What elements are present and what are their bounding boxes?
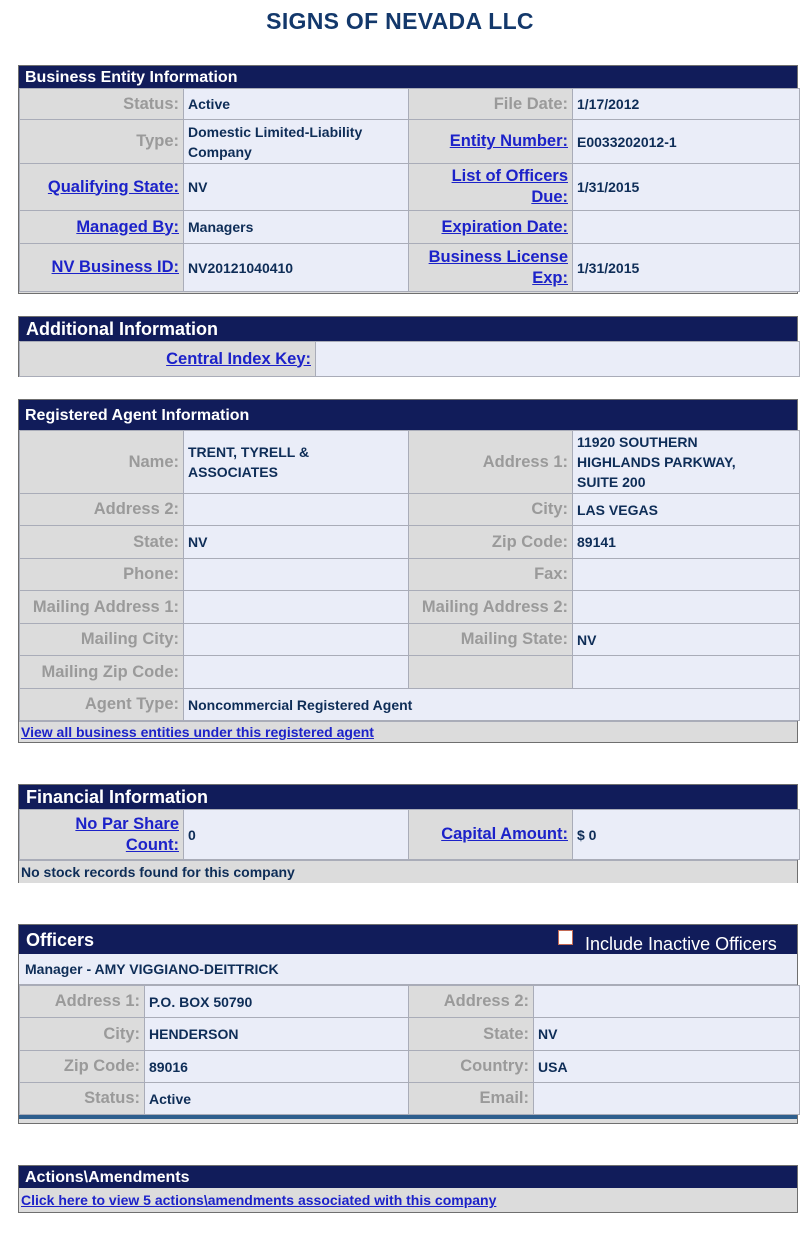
page-title: SIGNS OF NEVADA LLC <box>266 8 534 34</box>
mailing-state-value: NV <box>573 624 800 656</box>
mailing-state-label: Mailing State: <box>409 624 573 656</box>
agent-zip-value: 89141 <box>573 526 800 559</box>
entity-number-label-cell <box>409 120 573 164</box>
officers-header-label: Officers <box>26 930 95 950</box>
nv-business-id-link[interactable]: NV Business ID: <box>51 258 179 276</box>
central-index-key-link[interactable]: Central Index Key: <box>166 349 311 368</box>
agent-state-value: NV <box>184 526 409 559</box>
officer-table <box>19 985 800 1115</box>
empty-label-cell <box>409 656 573 689</box>
list-officers-value: 1/31/2015 <box>573 164 800 211</box>
include-inactive-checkbox[interactable] <box>558 930 573 945</box>
no-stock-text: No stock records found for this company <box>19 860 797 883</box>
view-actions-link[interactable]: Click here to view 5 actions\amendments associated with this company <box>21 1192 497 1208</box>
status-value: Active <box>184 89 409 120</box>
financial-table <box>19 809 800 860</box>
no-par-share-count-link[interactable] <box>75 815 179 854</box>
mailing-address1-value <box>184 591 409 624</box>
qualifying-state-value: NV <box>184 164 409 211</box>
no-par-line1: No Par Share <box>75 814 179 833</box>
agent-state-label: State: <box>20 526 184 559</box>
capital-amount-link[interactable]: Capital Amount: <box>441 825 568 843</box>
expiration-date-link[interactable]: Expiration Date: <box>441 217 568 236</box>
officer-zip-value: 89016 <box>145 1051 409 1083</box>
officer-zip-label: Zip Code: <box>20 1051 145 1083</box>
actions-header: Actions\Amendments <box>19 1166 797 1188</box>
agent-city-value: LAS VEGAS <box>573 494 800 526</box>
officers-panel <box>18 924 798 1124</box>
additional-info-panel <box>18 316 798 377</box>
officer-address1-value: P.O. BOX 50790 <box>145 986 409 1018</box>
list-officers-line2: Due: <box>531 188 568 206</box>
agent-address2-value <box>184 494 409 526</box>
officer-email-value <box>534 1083 800 1115</box>
view-all-row <box>19 721 797 742</box>
additional-info-table <box>19 341 800 377</box>
agent-zip-label: Zip Code: <box>409 526 573 559</box>
agent-address1-line2: HIGHLANDS PARKWAY, <box>577 454 736 470</box>
business-license-label-cell <box>409 244 573 292</box>
mailing-city-label: Mailing City: <box>20 624 184 656</box>
business-license-line2: Exp: <box>532 268 568 287</box>
expiration-date-label-cell <box>409 211 573 244</box>
capital-amount-value: $ 0 <box>573 810 800 860</box>
entity-number-value: E0033202012-1 <box>573 120 800 164</box>
additional-info-header: Additional Information <box>19 317 797 341</box>
agent-address1-value <box>573 431 800 494</box>
agent-name-label: Name: <box>20 431 184 494</box>
officer-state-label: State: <box>409 1018 534 1051</box>
officer-status-value: Active <box>145 1083 409 1115</box>
business-license-link[interactable] <box>429 248 568 287</box>
list-officers-label-cell <box>409 164 573 211</box>
mailing-zip-label: Mailing Zip Code: <box>20 656 184 689</box>
type-value-line2: Company <box>188 143 252 160</box>
cik-label-cell <box>20 342 316 377</box>
agent-phone-label: Phone: <box>20 559 184 591</box>
actions-link-row <box>19 1188 797 1212</box>
agent-city-label: City: <box>409 494 573 526</box>
officer-address2-value <box>534 986 800 1018</box>
view-all-entities-link[interactable]: View all business entities under this registered agent <box>21 724 374 740</box>
business-license-value: 1/31/2015 <box>573 244 800 292</box>
qualifying-state-link[interactable]: Qualifying State: <box>47 177 179 196</box>
list-officers-line1: List of Officers <box>451 167 568 185</box>
qualifying-state-label-cell <box>20 164 184 211</box>
status-label: Status: <box>20 89 184 120</box>
officer-email-label: Email: <box>409 1083 534 1115</box>
manager-title: Manager - AMY VIGGIANO-DEITTRICK <box>19 954 797 985</box>
no-par-line2: Count: <box>125 835 179 854</box>
registered-agent-table <box>19 430 800 721</box>
agent-name-line2: ASSOCIATES <box>188 464 278 480</box>
agent-address2-label: Address 2: <box>20 494 184 526</box>
file-date-label: File Date: <box>409 89 573 120</box>
managed-by-label-cell <box>20 211 184 244</box>
nv-business-id-value: NV20121040410 <box>184 244 409 292</box>
mailing-city-value <box>184 624 409 656</box>
actions-panel <box>18 1165 798 1213</box>
type-label: Type: <box>20 120 184 164</box>
agent-name-line1: TRENT, TYRELL & <box>188 444 310 460</box>
officer-city-label: City: <box>20 1018 145 1051</box>
managed-by-value: Managers <box>184 211 409 244</box>
nv-business-id-label-cell <box>20 244 184 292</box>
cik-value <box>316 342 800 377</box>
type-value <box>184 120 409 164</box>
registered-agent-header: Registered Agent Information <box>19 400 797 430</box>
capital-amount-label-cell <box>409 810 573 860</box>
empty-value-cell <box>573 656 800 689</box>
business-entity-panel <box>18 65 798 294</box>
officer-address2-label: Address 2: <box>409 986 534 1018</box>
agent-fax-label: Fax: <box>409 559 573 591</box>
financial-panel <box>18 784 798 883</box>
agent-type-value: Noncommercial Registered Agent <box>184 689 800 721</box>
agent-type-label: Agent Type: <box>20 689 184 721</box>
officer-state-value: NV <box>534 1018 800 1051</box>
agent-name-value <box>184 431 409 494</box>
officer-country-value: USA <box>534 1051 800 1083</box>
mailing-zip-value <box>184 656 409 689</box>
agent-phone-value <box>184 559 409 591</box>
mailing-address1-label: Mailing Address 1: <box>20 591 184 624</box>
registered-agent-panel <box>18 399 798 743</box>
officer-city-value: HENDERSON <box>145 1018 409 1051</box>
officers-bottom-bar <box>19 1115 797 1119</box>
officer-country-label: Country: <box>409 1051 534 1083</box>
officer-address1-label: Address 1: <box>20 986 145 1018</box>
mailing-address2-label: Mailing Address 2: <box>409 591 573 624</box>
officer-status-label: Status: <box>20 1083 145 1115</box>
list-officers-link[interactable] <box>452 167 568 206</box>
file-date-value: 1/17/2012 <box>573 89 800 120</box>
agent-address1-label: Address 1: <box>409 431 573 494</box>
agent-fax-value <box>573 559 800 591</box>
officers-header <box>19 925 797 954</box>
no-par-label-cell <box>20 810 184 860</box>
agent-address1-line1: 11920 SOUTHERN <box>577 434 698 450</box>
entity-number-link[interactable]: Entity Number: <box>449 132 568 150</box>
agent-address1-line3: SUITE 200 <box>577 474 646 490</box>
financial-header: Financial Information <box>19 785 797 809</box>
no-par-value: 0 <box>184 810 409 860</box>
business-entity-table <box>19 88 800 292</box>
business-entity-header: Business Entity Information <box>19 66 797 88</box>
business-license-line1: Business License <box>428 247 568 266</box>
include-inactive-label: Include Inactive Officers <box>585 934 777 954</box>
type-value-line1: Domestic Limited-Liability <box>188 123 363 140</box>
mailing-address2-value <box>573 591 800 624</box>
expiration-date-value <box>573 211 800 244</box>
managed-by-link[interactable]: Managed By: <box>76 217 179 236</box>
